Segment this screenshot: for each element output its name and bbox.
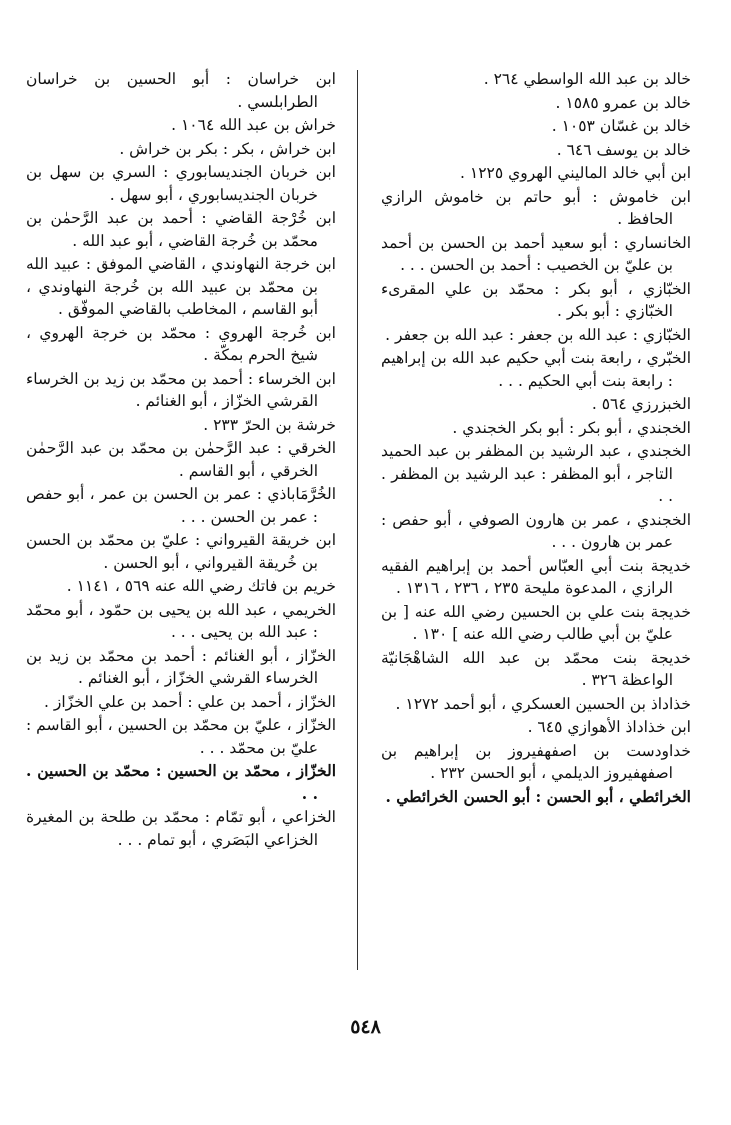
right-column bbox=[381, 68, 691, 809]
index-entry: الخجندي ، عبد الرشيد بن المظفر بن عبد الحميد التاجر ، أبو المظفر : عبد الرشيد بن المظفر . . . bbox=[381, 442, 691, 505]
index-entry: ابن أبي خالد الماليني الهروي ١٢٢٥ . bbox=[460, 164, 691, 182]
index-entry: الخبزرزي ٥٦٤ . bbox=[591, 395, 691, 413]
index-entry: خرشة بن الحرّ ٢٣٣ . bbox=[203, 415, 336, 434]
index-entry: الخزّاز ، محمّد بن الحسين : محمّد بن الحسين . . . bbox=[26, 761, 336, 803]
index-entry: خالد بن عمرو ١٥٨٥ . bbox=[555, 93, 691, 112]
index-entry: الخُرَّمَاباذي : عمر بن الحسن بن عمر ، أبو حفص : عمر بن الحسن . . . bbox=[26, 485, 336, 526]
index-entry: خديجة بنت محمّد بن عبد الله الشاهْجَانيّة الواعظة ٣٢٦ . bbox=[381, 648, 691, 689]
index-entry: ابن خذاداذ الأهوازي ٦٤٥ . bbox=[527, 718, 691, 736]
index-entry: خراش بن عبد الله ١٠٦٤ . bbox=[171, 116, 336, 134]
index-entry: ابن خرجة النهاوندي ، القاضي الموفق : عبيد الله بن محمّد بن عبيد الله بن خُرجة النهاوندي ، أبو القاسم ، المخاطب بالقاضي الموفّق . bbox=[26, 255, 336, 318]
index-entry: خريم بن فاتك رضي الله عنه ٥٦٩ ، ١١٤١ . bbox=[66, 577, 336, 595]
index-entry: ابن خراش ، بكر : بكر بن خراش . bbox=[119, 139, 336, 158]
index-entry: الخزاعي ، أبو تمّام : محمّد بن طلحة بن المغيرة الخزاعي البَصَري ، أبو تمام . . . bbox=[26, 808, 336, 849]
index-entry: الخبّري ، رابعة بنت أبي حكيم عبد الله بن إبراهيم : رابعة بنت أبي الحكيم . . . bbox=[381, 349, 691, 390]
index-entry: خديجة بنت أبي العبّاس أحمد بن إبراهيم الفقيه الرازي ، المدعوة مليحة ٢٣٥ ، ٢٣٦ ، ١٣١٦ . bbox=[381, 556, 691, 597]
index-entry: ابن خُرجة الهروي : محمّد بن خرجة الهروي ، شيخ الحرم بمكّة . bbox=[26, 323, 336, 364]
index-entry: الخبّازي ، أبو بكر : محمّد بن علي المقرىء الخبّازي : أبو بكر . bbox=[381, 279, 691, 320]
index-entry: ابن الخرساء : أحمد بن محمّد بن زيد بن الخرساء القرشي الخزّاز ، أبو الغنائم . bbox=[26, 369, 336, 410]
index-entry: الخجندي ، أبو بكر : أبو بكر الخجندي . bbox=[452, 418, 691, 437]
index-entry: الخريمي ، عبد الله بن يحيى بن حمّود ، أبو محمّد : عبد الله بن يحيى . . . bbox=[26, 600, 336, 641]
index-entry: الخجندي ، عمر بن هارون الصوفي ، أبو حفص : عمر بن هارون . . . bbox=[381, 510, 691, 551]
index-entry: الخزّاز ، أحمد بن علي : أحمد بن علي الخزّاز . bbox=[44, 692, 336, 711]
index-entry: خالد بن غسّان ١٠٥٣ . bbox=[551, 117, 691, 135]
index-entry: ابن خربان الجنديسابوري : السري بن سهل بن خربان الجنديسابوري ، أبو سهل . bbox=[26, 163, 336, 204]
index-entry: خداودست بن اصفهفيروز بن إبراهيم بن اصفهفيروز الديلمي ، أبو الحسن ٢٣٢ . bbox=[381, 741, 691, 782]
index-entry: الخبّازي : عبد الله بن جعفر : عبد الله بن جعفر . bbox=[385, 325, 691, 344]
index-entry: ابن خراسان : أبو الحسين بن خراسان الطرابلسي . bbox=[26, 70, 336, 111]
index-entry: الخرائطي ، أبو الحسن : أبو الحسن الخرائطي . bbox=[385, 786, 691, 806]
index-entry: الخرقي : عبد الرَّحمٰن بن محمّد بن عبد الرَّحمٰن الخرقي ، أبو القاسم . bbox=[26, 439, 336, 480]
index-entry: ابن خُرْجة القاضي : أحمد بن عبد الرَّحمٰن بن محمّد بن خُرجة القاضي ، أبو عبد الله . bbox=[26, 209, 336, 250]
column-divider bbox=[357, 70, 358, 970]
index-entry: ابن خاموش : أبو حاتم بن خاموش الرازي الحافظ . bbox=[381, 187, 691, 228]
page-number: ٥٤٨ bbox=[350, 1016, 381, 1038]
index-entry: خالد بن يوسف ٦٤٦ . bbox=[556, 140, 691, 159]
index-entry: ابن خريقة القيرواني : عليّ بن محمّد بن الحسن بن خُريقة القيرواني ، أبو الحسن . bbox=[26, 531, 336, 572]
index-entry: الخانساري : أبو سعيد أحمد بن الحسن بن أحمد بن عليّ بن الخصيب : أحمد بن الحسن . . . bbox=[381, 233, 691, 274]
left-column bbox=[26, 68, 336, 852]
index-entry: خالد بن عبد الله الواسطي ٢٦٤ . bbox=[483, 70, 691, 88]
index-entry: الخزّاز ، عليّ بن محمّد بن الحسين ، أبو القاسم : عليّ بن محمّد . . . bbox=[26, 716, 336, 757]
index-entry: خذاداذ بن الحسين العسكري ، أبو أحمد ١٢٧٢ . bbox=[395, 694, 691, 713]
index-entry: الخزّاز ، أبو الغنائم : أحمد بن محمّد بن زيد بن الخرساء القرشي الخزّاز ، أبو الغنائم . bbox=[26, 646, 336, 687]
index-entry: خديجة بنت علي بن الحسين رضي الله عنه [ بن عليّ بن أبي طالب رضي الله عنه ] ١٣٠ . bbox=[381, 602, 691, 643]
